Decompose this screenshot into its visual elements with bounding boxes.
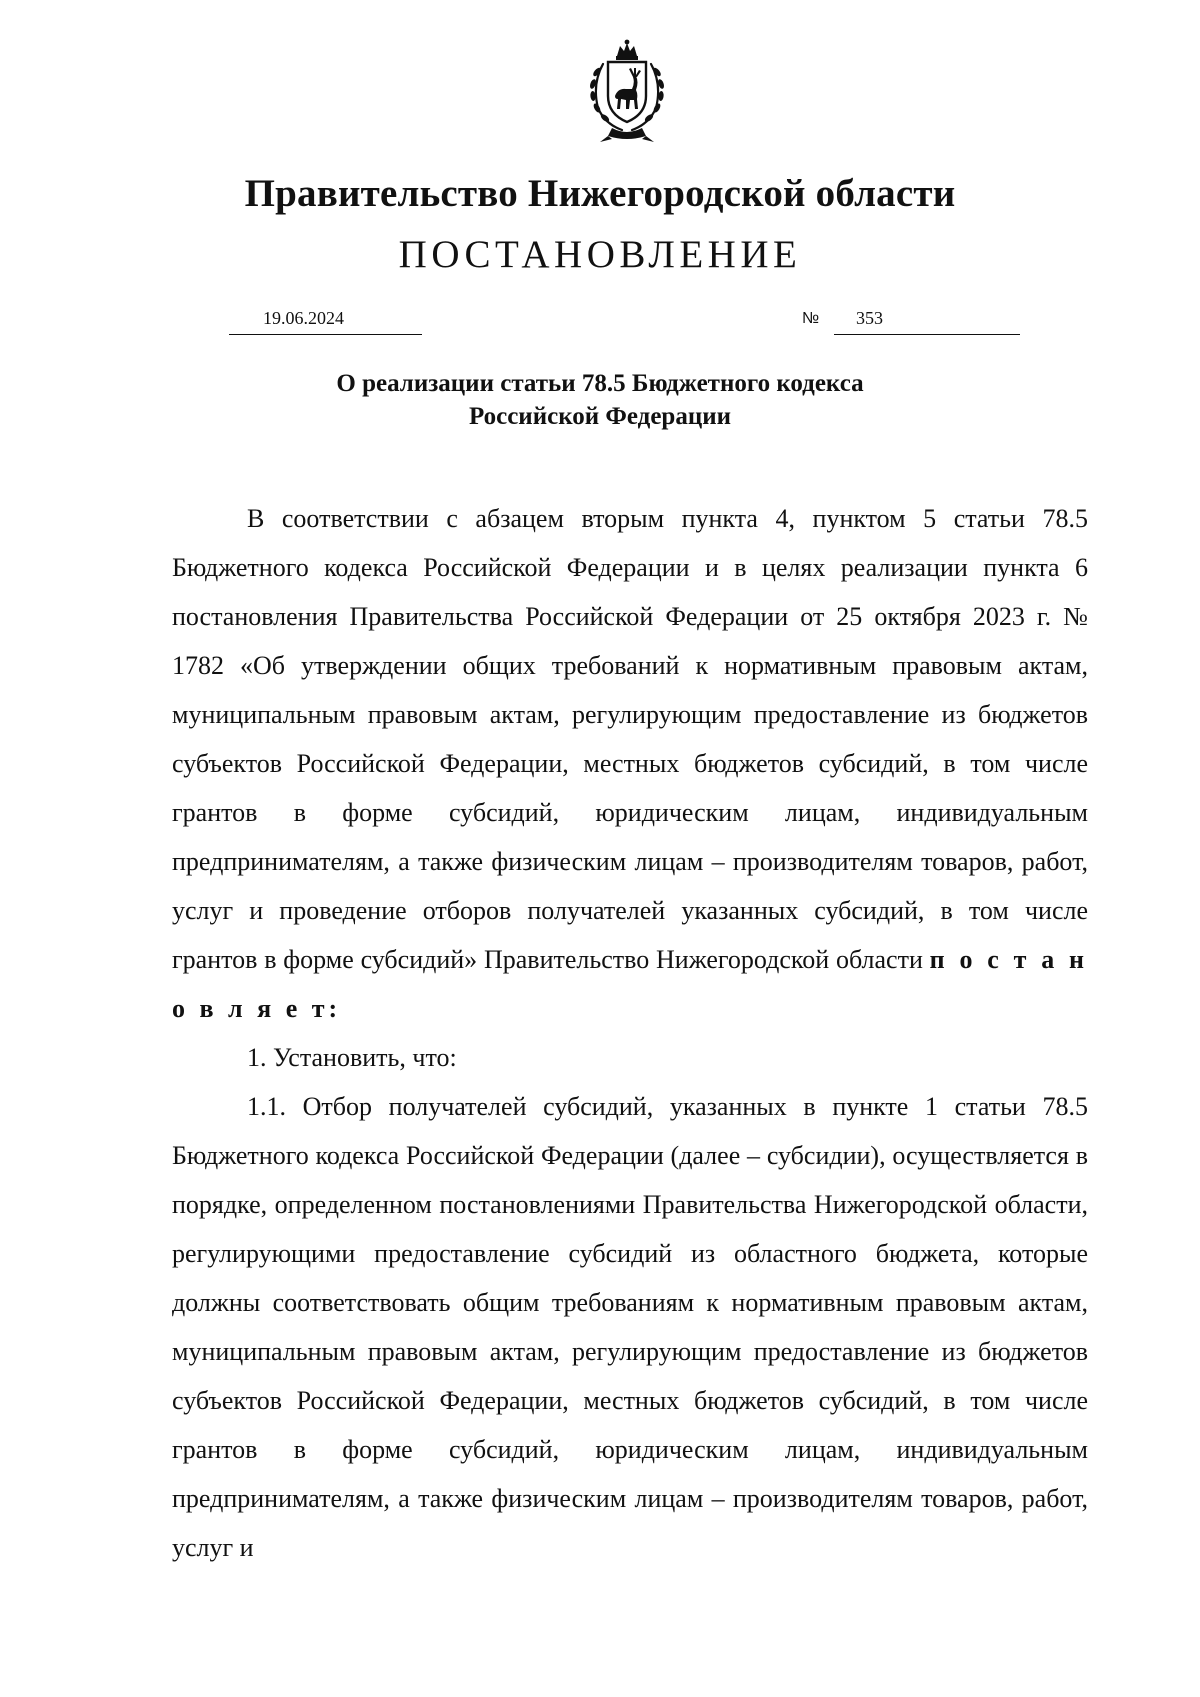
coat-of-arms-emblem (572, 38, 682, 146)
body-paragraph-preamble (172, 494, 1088, 1033)
preamble-text: В соответствии с абзацем вторым пункта 4, пунктом 5 статьи 78.5 Бюджетного кодекса Российской Федерации и в целях реализации пункта 6 постановления Правительства Российской Федерации от 25 октября 2023 г. № 1782 «Об утверждении общих требований к нормативным правовым актам, муниципальным правовым актам, регулирующим предоставление из бюджетов субъектов Российской Федерации, местных бюджетов субсидий, в том числе грантов в форме субсидий, юридическим лицам, индивидуальным предпринимателям, а также физическим лицам – производителям товаров, работ, услуг и проведение отборов получателей указанных субсидий, в том числе грантов в форме субсидий» Правительство Нижегородской области (172, 504, 1088, 974)
document-type-title: ПОСТАНОВЛЕНИЕ (398, 233, 802, 276)
document-date-field (229, 304, 422, 335)
document-subject (0, 367, 1200, 433)
body-paragraph-item-1: 1. Установить, что: (247, 1043, 457, 1072)
document-number: 353 (856, 308, 883, 328)
number-sign: № (802, 310, 820, 327)
decree-word: п о с т а н о в л я е т: (172, 945, 1088, 1023)
government-title: Правительство Нижегородской области (244, 172, 956, 215)
document-number-field (834, 304, 1020, 335)
document-body (172, 494, 1088, 1572)
subject-line-1: О реализации статьи 78.5 Бюджетного кодекса (336, 370, 864, 397)
subject-line-2: Российской Федерации (468, 403, 732, 430)
document-date: 19.06.2024 (263, 308, 344, 328)
body-paragraph-item-1-1: 1.1. Отбор получателей субсидий, указанных в пункте 1 статьи 78.5 Бюджетного кодекса Российской Федерации (далее – субсидии), осуществляется в порядке, определенном постановлениями Правительства Нижегородской области, регулирующими предоставление субсидий из областного бюджета, которые должны соответствовать общим требованиям к нормативным правовым актам, муниципальным правовым актам, регулирующим предоставление из бюджетов субъектов Российской Федерации, местных бюджетов субсидий, в том числе грантов в форме субсидий, юридическим лицам, индивидуальным предпринимателям, а также физическим лицам – производителям товаров, работ, услуг и (172, 1092, 1088, 1562)
